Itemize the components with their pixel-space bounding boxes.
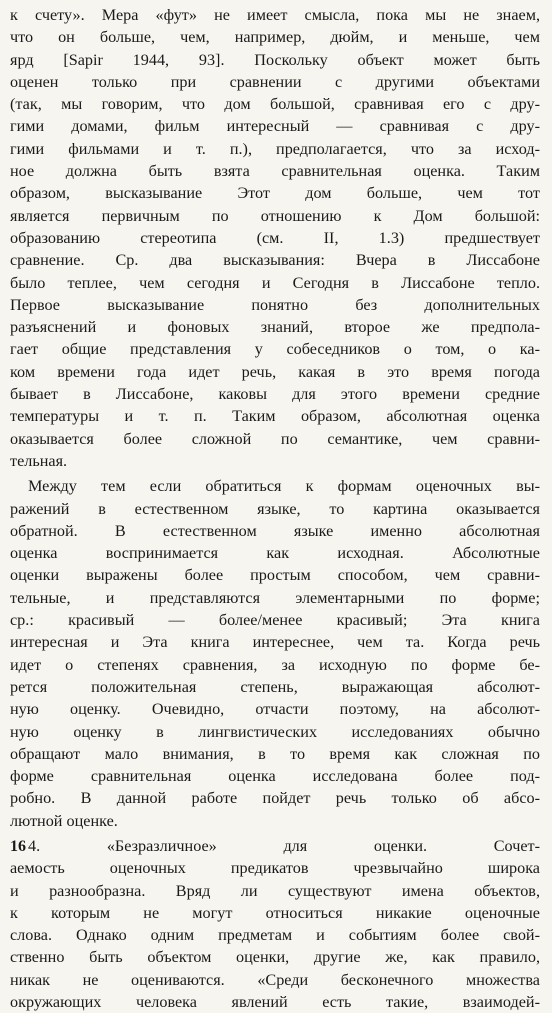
text-line: сравнение. Ср. два высказывания: Вчера в Лиссабоне	[10, 251, 540, 270]
text-line: обратной. В естественном языке именно абсолютная	[10, 521, 540, 540]
text-line: оценка воспринимается как исходная. Абсолютные	[10, 544, 540, 563]
text-line: тельные, и представляются элементарными по форме;	[10, 588, 540, 607]
text-line: бывает в Лиссабоне, каковы для этого времени средние	[10, 385, 540, 404]
text-line: Первое высказывание понятно без дополнительных	[10, 295, 540, 314]
text-line: Между тем если обратиться к формам оценочных вы-	[28, 477, 540, 496]
text-line: ную оценку в лингвистических исследованиях обычно	[10, 722, 540, 741]
text-line: тельная.	[10, 451, 68, 470]
text-line: оценки выражены более простым способом, чем сравни-	[10, 566, 540, 585]
text-line: было теплее, чем сегодня и Сегодня в Лиссабоне тепло.	[10, 273, 540, 292]
text-line: образованию стереотипа (см. II, 1.3) предшествует	[10, 228, 540, 247]
text-line: гими фильмами и т. п.), предполагается, что за исход-	[10, 139, 540, 158]
text-line: слова. Однако одним предметам и событиям более свой-	[10, 926, 540, 945]
text-line: гими домами, фильм интересный — сравнивая с дру-	[10, 117, 540, 136]
text-line: идет о степенях сравнения, за исходную по форме бе-	[10, 655, 540, 674]
text-line: обращают мало внимания, в то время как сложная по	[10, 744, 540, 763]
section-heading-line: 4. «Безразличное» для оценки. Сочет-	[28, 836, 540, 855]
text-line: робно. В данной работе пойдет речь только об абсо-	[10, 789, 540, 808]
text-line: к счету». Мера «фут» не имеет смысла, пока мы не знаем,	[10, 6, 540, 24]
text-line: оказывается более сложной по семантике, чем сравни-	[10, 429, 540, 448]
text-line: ком времени года идет речь, какая в это время погода	[10, 362, 540, 381]
text-line: гает общие представления у собеседников о том, о ка-	[10, 340, 540, 359]
text-line: никак не оцениваются. «Среди бесконечного множества	[10, 970, 540, 989]
text-line: ное должна быть взята сравнительная оценка. Таким	[10, 162, 540, 181]
text-line: ственно быть объектом оценки, другие же, как правило,	[10, 948, 540, 967]
text-line: что он больше, чем, например, дюйм, и меньше, чем	[10, 28, 540, 47]
text-line: форме сравнительная оценка исследована более под-	[10, 767, 540, 786]
body-text	[10, 4, 540, 1013]
text-line: ражений в естественном языке, то картина оказывается	[10, 499, 540, 518]
text-line: ную оценку. Очевидно, отчасти поэтому, на абсолют-	[10, 700, 540, 719]
page-number: 16	[10, 838, 26, 855]
text-line: интересная и Эта книга интереснее, чем та. Когда речь	[10, 633, 540, 652]
text-line: рется положительная степень, выражающая абсолют-	[10, 677, 540, 696]
text-line: ср.: красивый — более/менее красивый; Эта книга	[10, 611, 540, 630]
text-line: лютной оценке.	[10, 811, 118, 830]
text-line: окружающих человека явлений есть такие, взаимодей-	[10, 993, 540, 1012]
text-line: (так, мы говорим, что дом большой, сравнивая его с дру-	[10, 95, 540, 114]
text-line: аемость оценочных предикатов чрезвычайно широка	[10, 859, 540, 878]
text-line: является первичным по отношению к Дом большой:	[10, 206, 540, 225]
text-line: разъяснений и фоновых знаний, второе же предпола-	[10, 318, 540, 337]
text-line: и разнообразна. Вряд ли существуют имена объектов,	[10, 881, 540, 900]
text-line: образом, высказывание Этот дом больше, чем тот	[10, 184, 540, 203]
text-line: оценен только при сравнении с другими объектами	[10, 72, 540, 91]
text-line: к которым не могут относиться никакие оценочные	[10, 903, 540, 922]
text-line: ярд [Sapir 1944, 93]. Поскольку объект может быть	[10, 50, 540, 69]
text-line: температуры и т. п. Таким образом, абсолютная оценка	[10, 407, 540, 426]
